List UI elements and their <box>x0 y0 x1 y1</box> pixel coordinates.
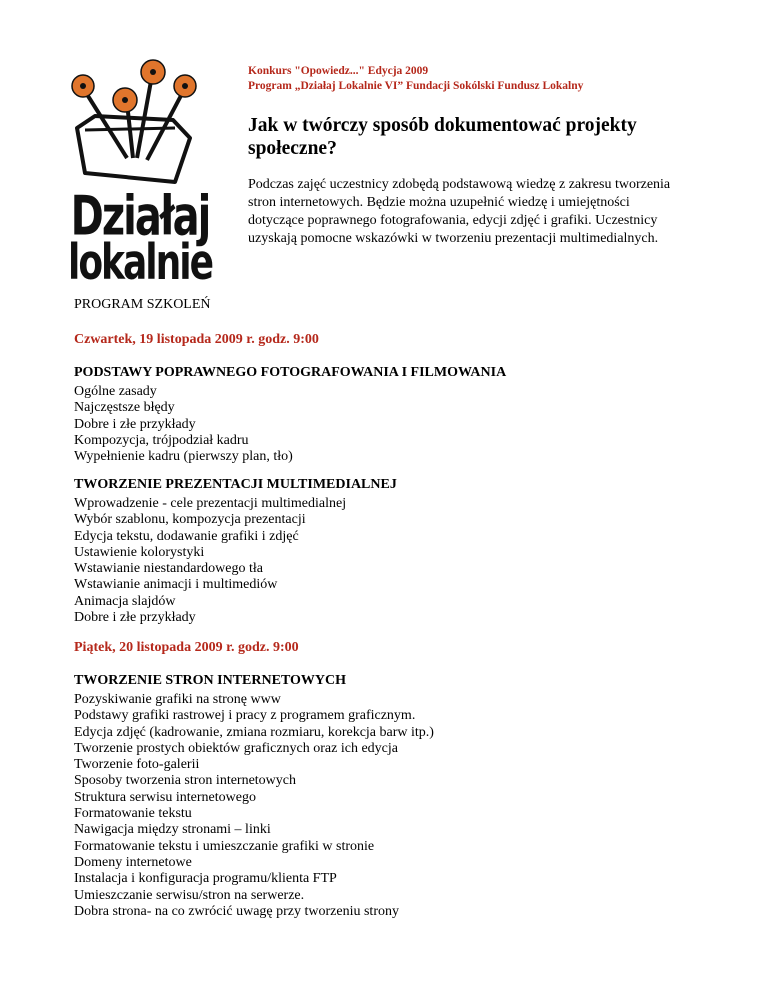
page-title: Jak w twórczy sposób dokumentować projekty społeczne? <box>248 115 637 159</box>
list-item: Edycja tekstu, dodawanie grafiki i zdjęć <box>74 528 299 544</box>
list-item: Ustawienie kolorystyki <box>74 544 205 560</box>
list-item: Formatowanie tekstu <box>74 806 192 822</box>
section-title: TWORZENIE STRON INTERNETOWYCH <box>74 673 347 688</box>
contest-line: Konkurs "Opowiedz..." Edycja 2009 <box>248 65 429 77</box>
section-title: PODSTAWY POPRAWNEGO FOTOGRAFOWANIA I FILMOWANIA <box>74 365 507 380</box>
list-item: Nawigacja między stronami – linki <box>74 822 271 838</box>
list-item: Ogólne zasady <box>74 384 157 399</box>
dzialaj-lokalnie-logo <box>55 58 225 292</box>
list-item: Struktura serwisu internetowego <box>74 789 256 805</box>
list-item: Tworzenie foto-galerii <box>74 757 200 773</box>
list-item: Instalacja i konfiguracja programu/klienta FTP <box>74 871 337 887</box>
list-item: Podstawy grafiki rastrowej i pracy z programem graficznym. <box>74 708 416 724</box>
list-item: Dobre i złe przykłady <box>74 610 196 626</box>
list-item: Najczęstsze błędy <box>74 400 175 416</box>
logo-word-lokalnie: lokalnie <box>67 236 213 292</box>
list-item: Pozyskiwanie grafiki na stronę www <box>74 692 281 707</box>
topic-list <box>74 384 714 465</box>
list-item: Dobre i złe przykłady <box>74 416 196 432</box>
flower-box-icon <box>55 58 225 188</box>
list-item: Umieszczanie serwisu/stron na serwerze. <box>74 887 305 903</box>
list-item: Tworzenie prostych obiektów graficznych oraz ich edycja <box>74 740 398 756</box>
list-item: Dobra strona- na co zwrócić uwagę przy tworzeniu strony <box>74 903 399 919</box>
section-title: TWORZENIE PREZENTACJI MULTIMEDIALNEJ <box>74 477 397 492</box>
program-line: Program „Działaj Lokalnie VI” Fundacji Sokólski Fundusz Lokalny <box>248 80 584 92</box>
list-item: Domeny internetowe <box>74 854 192 870</box>
list-item: Animacja slajdów <box>74 593 176 609</box>
contest-info <box>248 64 748 94</box>
topic-list <box>74 496 714 626</box>
topic-list <box>74 692 714 920</box>
date-heading-thursday: Czwartek, 19 listopada 2009 r. godz. 9:00 <box>74 332 319 347</box>
list-item: Wypełnienie kadru (pierwszy plan, tło) <box>74 449 293 465</box>
logo-word-dzialaj: Działaj <box>70 186 210 249</box>
list-item: Kompozycja, trójpodział kadru <box>74 432 249 448</box>
list-item: Sposoby tworzenia stron internetowych <box>74 773 297 789</box>
date-heading-friday: Piątek, 20 listopada 2009 r. godz. 9:00 <box>74 640 299 655</box>
list-item: Wstawianie niestandardowego tła <box>74 561 263 577</box>
list-item: Wstawianie animacji i multimediów <box>74 577 278 593</box>
list-item: Edycja zdjęć (kadrowanie, zmiana rozmiaru, korekcja barw itp.) <box>74 724 434 740</box>
section-websites <box>74 672 714 920</box>
section-photography <box>74 364 714 465</box>
program-title: PROGRAM SZKOLEŃ <box>74 297 211 312</box>
intro-paragraph: Podczas zajęć uczestnicy zdobędą podstawową wiedzę z zakresu tworzenia stron internetowych. Będzie można uzupełnić wiedzę i umiejętności dotyczące poprawnego fotografowania, edycji zdjęć i grafiki. Uczestnicy uzyskają pomocne wskazówki w tworzeniu prezentacji multimedialnych. <box>248 177 671 246</box>
list-item: Formatowanie tekstu i umieszczanie grafiki w stronie <box>74 838 375 854</box>
section-presentation <box>74 476 714 626</box>
list-item: Wprowadzenie - cele prezentacji multimedialnej <box>74 496 347 511</box>
list-item: Wybór szablonu, kompozycja prezentacji <box>74 512 306 528</box>
